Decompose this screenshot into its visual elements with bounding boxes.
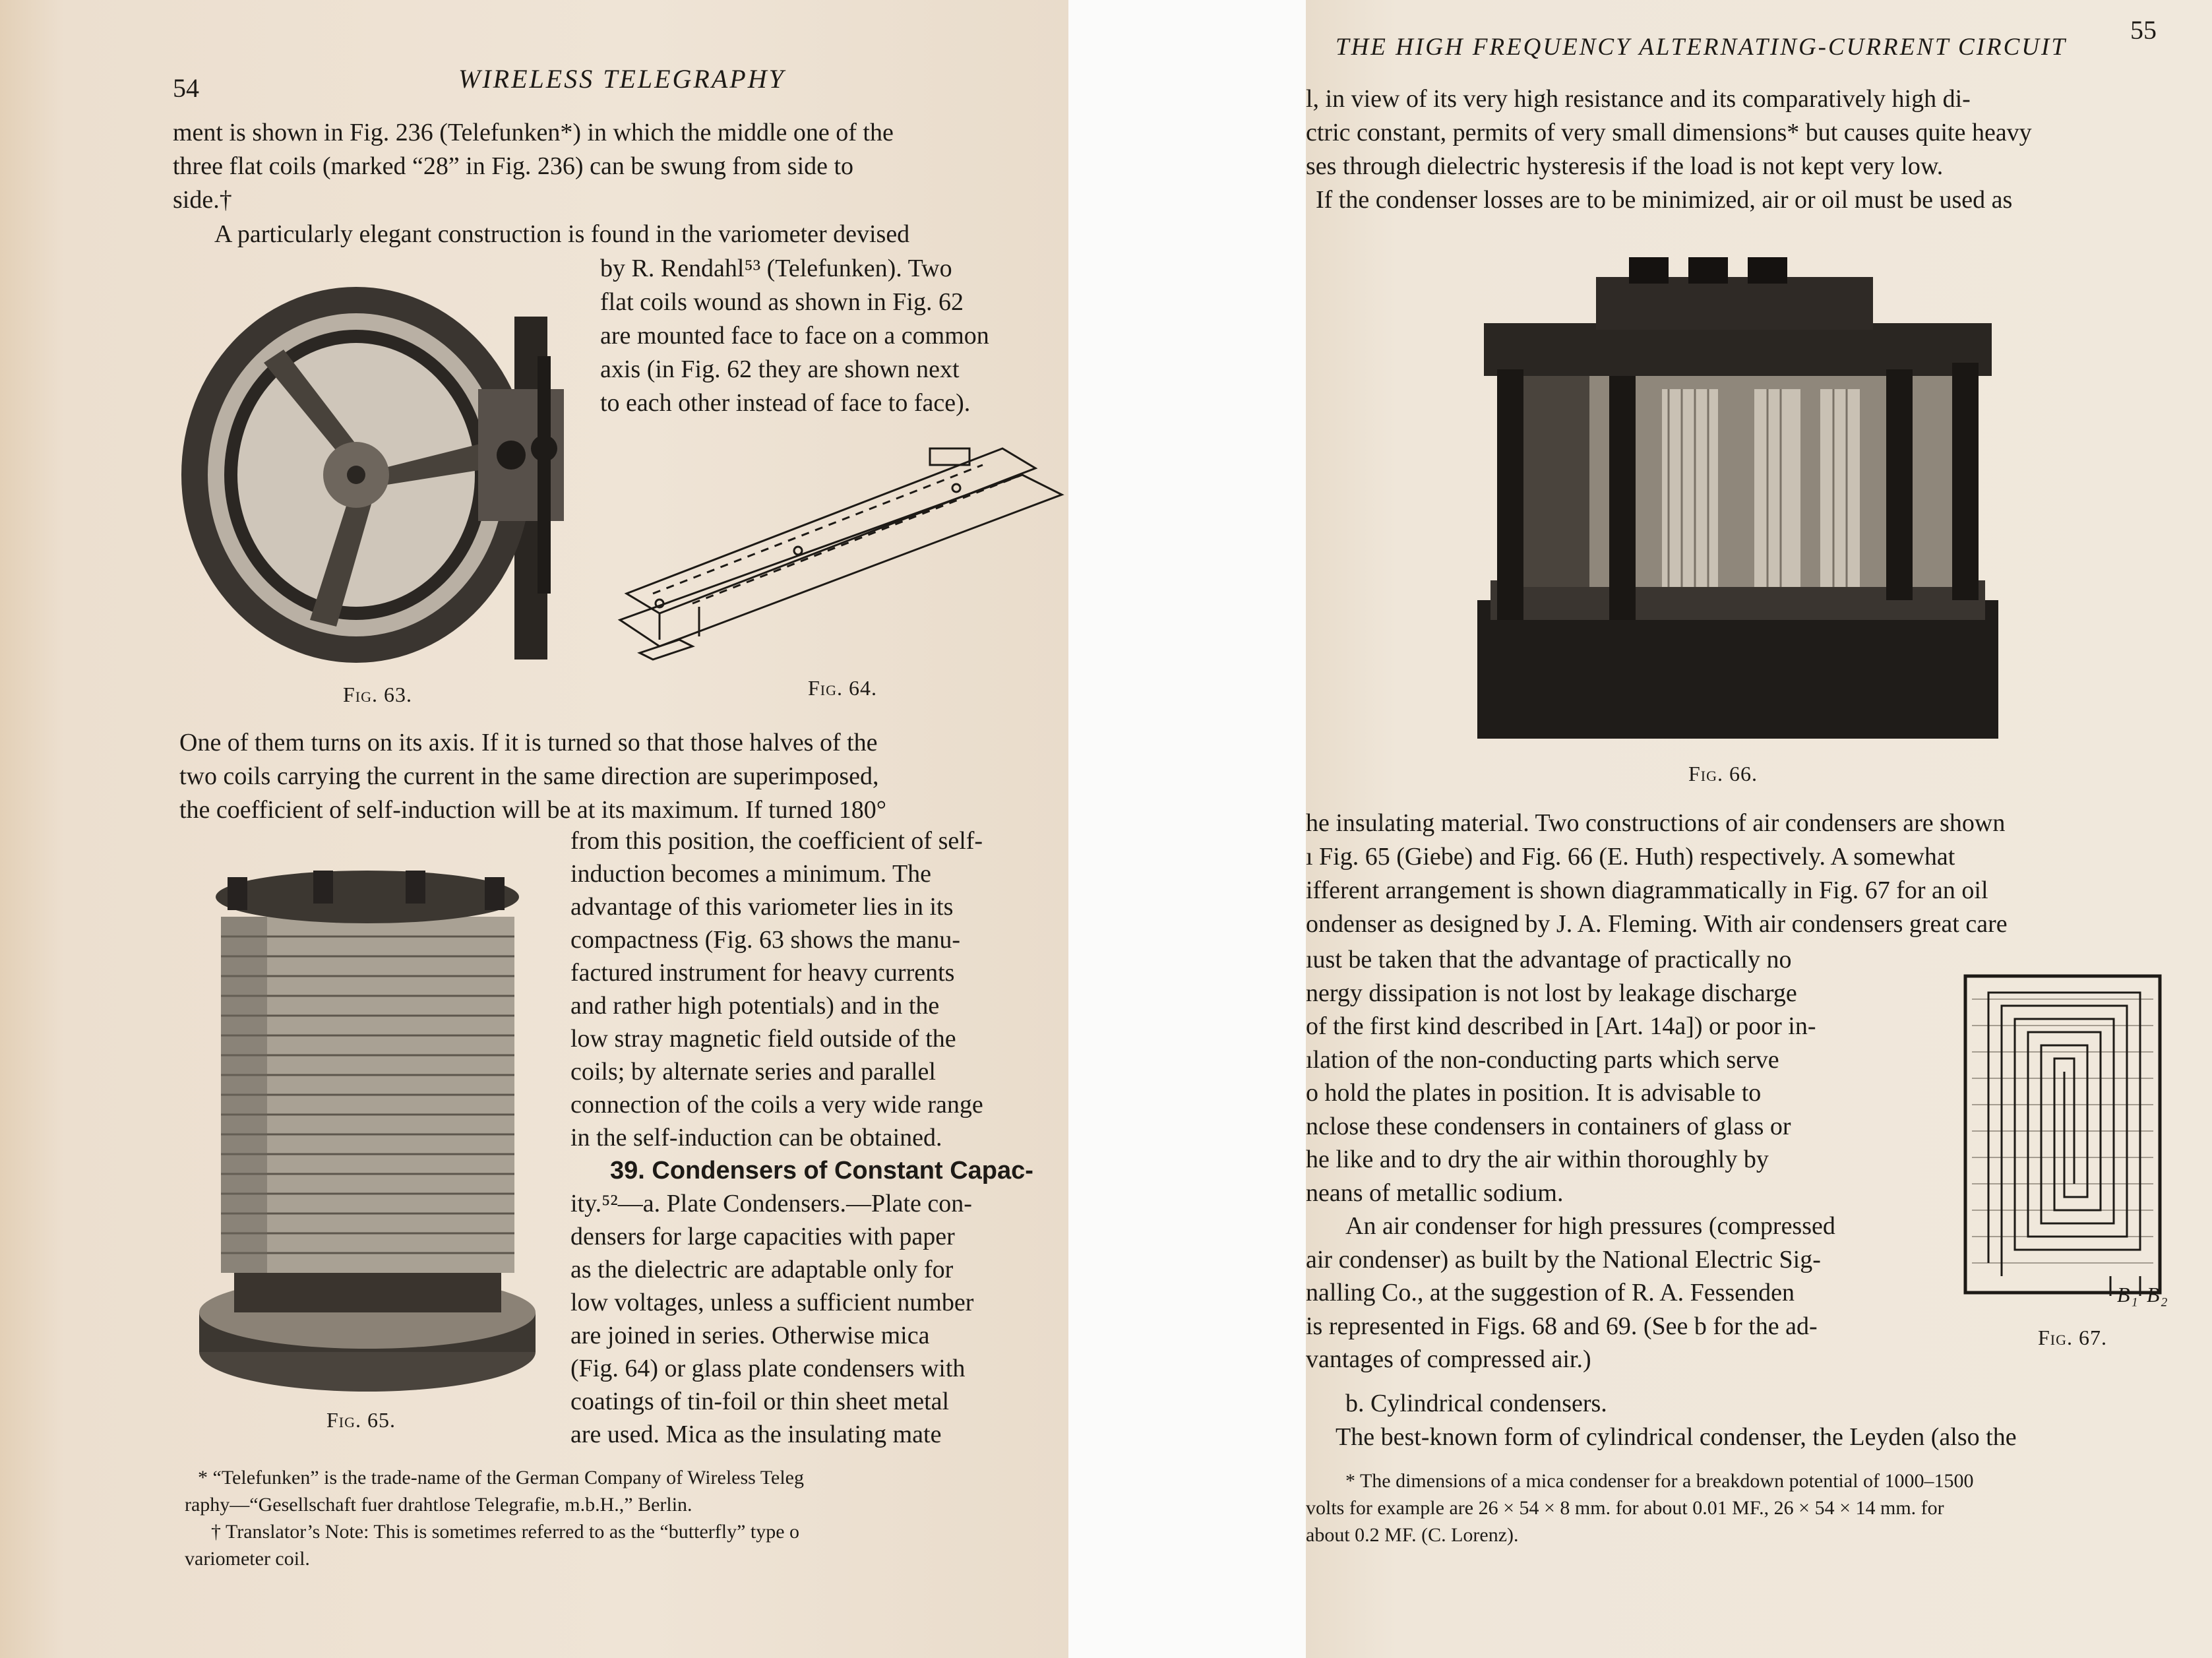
text-line: to each other instead of face to face). xyxy=(600,389,971,417)
figure-65-caption: Fig. 65. xyxy=(326,1408,396,1432)
text-line: nclose these condensers in containers of glass or xyxy=(1306,1112,1791,1140)
text-line: he insulating material. Two constructions of air condensers are shown xyxy=(1306,809,2006,837)
text-line: ondenser as designed by J. A. Fleming. With air condensers great care xyxy=(1306,910,2008,938)
text-line: vantages of compressed air.) xyxy=(1306,1345,1591,1373)
text-line: two coils carrying the current in the same direction are superimposed, xyxy=(179,762,879,790)
text-line: ses through dielectric hysteresis if the load is not kept very low. xyxy=(1306,152,1944,180)
page-number: 55 xyxy=(2130,15,2157,45)
figure-67-caption: Fig. 67. xyxy=(2038,1326,2108,1349)
text-line: induction becomes a minimum. The xyxy=(570,860,932,888)
text-line: b. Cylindrical condensers. xyxy=(1345,1390,1607,1417)
footnote-line: * “Telefunken” is the trade-name of the German Company of Wireless Teleg xyxy=(198,1467,804,1489)
figure-63-variometer-photo xyxy=(178,277,580,673)
figure-67-oil-condenser-diagram xyxy=(1962,973,2166,1303)
text-line: three flat coils (marked “28” in Fig. 236) can be swung from side to xyxy=(173,152,854,180)
side-paragraph xyxy=(1306,943,1932,1376)
text-line: densers for large capacities with paper xyxy=(570,1223,955,1250)
text-line: A particularly elegant construction is found in the variometer devised xyxy=(214,220,910,248)
text-line: side.† xyxy=(173,186,232,214)
figure-63-caption: Fig. 63. xyxy=(343,683,413,706)
text-line: o hold the plates in position. It is advisable to xyxy=(1306,1079,1762,1107)
text-line: nergy dissipation is not lost by leakage discharge xyxy=(1306,979,1797,1007)
text-line: ctric constant, permits of very small dimensions* but causes quite heavy xyxy=(1306,119,2032,146)
text-line: The best-known form of cylindrical condenser, the Leyden (also the xyxy=(1336,1423,2017,1451)
variometer-side-column xyxy=(570,824,1068,1451)
figure-66-caption: Fig. 66. xyxy=(1688,762,1758,785)
footnote-line: † Translator’s Note: This is sometimes referred to as the “butterfly” type o xyxy=(211,1521,800,1543)
figure-64-plate-condenser-drawing xyxy=(613,429,1068,686)
text-line: neans of metallic sodium. xyxy=(1306,1179,1564,1207)
text-line: from this position, the coefficient of self- xyxy=(570,827,983,855)
text-line: low voltages, unless a sufficient number xyxy=(570,1289,974,1316)
text-line: he like and to dry the air within thoroughly by xyxy=(1306,1146,1769,1173)
intro-paragraph xyxy=(173,116,1063,217)
text-line: advantage of this variometer lies in its xyxy=(570,893,954,921)
footnote-line: * The dimensions of a mica condenser for a breakdown potential of 1000–1500 xyxy=(1345,1470,1974,1492)
running-head: WIRELESS TELEGRAPHY xyxy=(458,64,785,94)
axis-paragraph xyxy=(179,726,1066,827)
text-line: axis (in Fig. 62 they are shown next xyxy=(600,355,960,383)
text-line: coatings of tin-foil or thin sheet metal xyxy=(570,1388,950,1415)
text-line: nalling Co., at the suggestion of R. A. Fessenden xyxy=(1306,1279,1795,1306)
footnotes xyxy=(1306,1467,2176,1549)
figure-67-label-b2: B₂ xyxy=(2147,1283,2168,1306)
blank-gutter xyxy=(1068,0,1306,1658)
text-line: compactness (Fig. 63 shows the manu- xyxy=(570,926,961,954)
rendahl-paragraph-side xyxy=(600,252,1065,420)
text-line: are mounted face to face on a common xyxy=(600,322,989,350)
text-line: ity.⁵²—a. Plate Condensers.—Plate con- xyxy=(570,1190,972,1217)
text-line: is represented in Figs. 68 and 69. (See b for the ad- xyxy=(1306,1312,1818,1340)
text-line: flat coils wound as shown in Fig. 62 xyxy=(600,288,964,316)
text-line: ılation of the non-conducting parts which serve xyxy=(1306,1045,1779,1074)
figure-65-air-condenser-photo xyxy=(188,857,547,1398)
text-line: ıust be taken that the advantage of practically no xyxy=(1306,946,1792,973)
text-line: by R. Rendahl⁵³ (Telefunken). Two xyxy=(600,255,952,282)
mid-paragraph xyxy=(1306,807,2183,941)
figure-67-label-b1: B₁ xyxy=(2117,1283,2139,1306)
footnote-line: raphy—“Gesellschaft fuer drahtlose Telegrafie, m.b.H.,” Berlin. xyxy=(185,1494,692,1516)
text-line: the coefficient of self-induction will be at its maximum. If turned 180° xyxy=(179,796,886,824)
text-line: l, in view of its very high resistance and its comparatively high di- xyxy=(1306,85,1971,113)
text-line: (Fig. 64) or glass plate condensers with xyxy=(570,1355,966,1382)
text-line: One of them turns on its axis. If it is turned so that those halves of the xyxy=(179,729,878,756)
text-line: connection of the coils a very wide range xyxy=(570,1091,983,1119)
text-line: ı Fig. 65 (Giebe) and Fig. 66 (E. Huth) respectively. A somewhat xyxy=(1306,843,1955,871)
text-line: are joined in series. Otherwise mica xyxy=(570,1322,930,1349)
text-line: ment is shown in Fig. 236 (Telefunken*) in which the middle one of the xyxy=(173,119,894,146)
text-line: ifferent arrangement is shown diagrammatically in Fig. 67 for an oil xyxy=(1306,876,1988,904)
footnote-line: about 0.2 MF. (C. Lorenz). xyxy=(1306,1524,1519,1546)
left-page xyxy=(0,0,1068,1658)
section-heading: 39. Condensers of Constant Capac- xyxy=(610,1157,1033,1184)
rendahl-paragraph-start xyxy=(214,218,1065,251)
footnotes xyxy=(185,1464,1068,1572)
footnote-line: volts for example are 26 × 54 × 8 mm. for about 0.01 MF., 26 × 54 × 14 mm. for xyxy=(1306,1497,1944,1519)
text-line: in the self-induction can be obtained. xyxy=(570,1124,942,1151)
running-head: THE HIGH FREQUENCY ALTERNATING-CURRENT CIRCUIT xyxy=(1336,34,2067,61)
text-line: and rather high potentials) and in the xyxy=(570,992,940,1020)
text-line: factured instrument for heavy currents xyxy=(570,959,955,987)
figure-66-huth-condenser-photo xyxy=(1477,251,1998,758)
footnote-line: variometer coil. xyxy=(185,1548,310,1570)
figure-64-caption: Fig. 64. xyxy=(808,676,878,700)
right-page xyxy=(1306,0,2212,1658)
top-paragraph xyxy=(1306,82,2163,217)
text-line: An air condenser for high pressures (compressed xyxy=(1345,1212,1835,1240)
text-line: coils; by alternate series and parallel xyxy=(570,1058,936,1086)
text-line: of the first kind described in [Art. 14a]) or poor in- xyxy=(1306,1012,1816,1040)
text-line: If the condenser losses are to be minimized, air or oil must be used as xyxy=(1316,186,2013,214)
text-line: low stray magnetic field outside of the xyxy=(570,1025,956,1053)
text-line: as the dielectric are adaptable only for xyxy=(570,1256,954,1283)
text-line: air condenser) as built by the National Electric Sig- xyxy=(1306,1245,1821,1274)
text-line: are used. Mica as the insulating mate xyxy=(570,1421,942,1448)
bottom-paragraph xyxy=(1336,1387,2190,1454)
page-number: 54 xyxy=(173,73,199,103)
